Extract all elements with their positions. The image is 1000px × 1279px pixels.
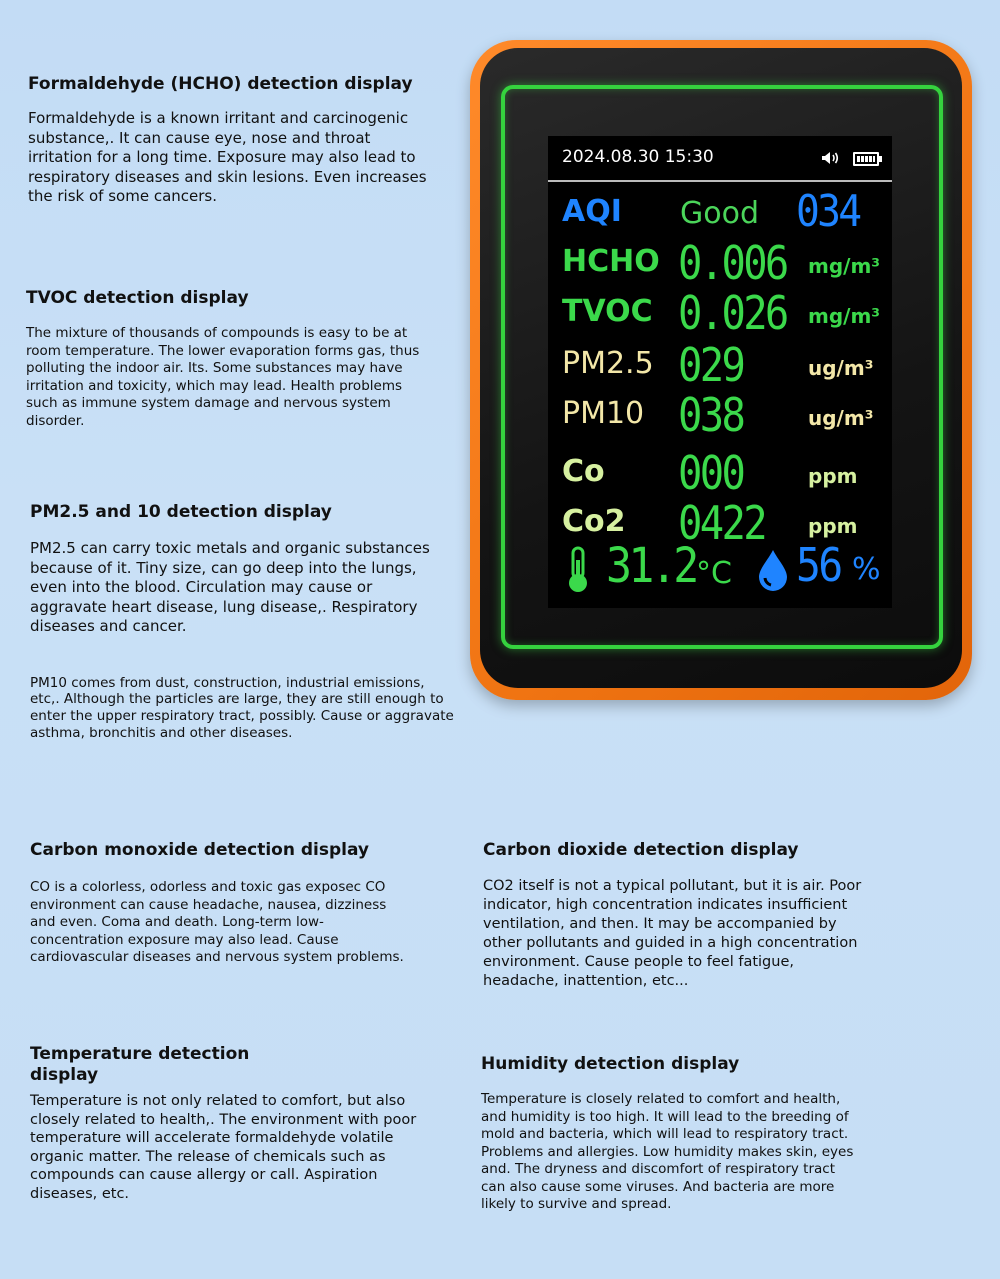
reading-value: 0.026 bbox=[678, 286, 787, 340]
reading-row-pm25 bbox=[548, 340, 892, 390]
climate-row bbox=[548, 540, 892, 600]
reading-label: TVOC bbox=[562, 294, 653, 329]
reading-row-tvoc bbox=[548, 288, 892, 338]
reading-unit: ppm bbox=[808, 464, 858, 488]
aqi-label: AQI bbox=[562, 194, 622, 229]
pm-section bbox=[30, 502, 454, 742]
pm-title: PM2.5 and 10 detection display bbox=[30, 502, 332, 522]
aqi-value: 034 bbox=[796, 186, 860, 237]
tvoc-body: The mixture of thousands of compounds is easy to be at room temperature. The lower evaporation forms gas, thus polluting the indoor air. Its. Some substances may have irritation and toxicity, which may lead. Health problems such as immune system damage and nervous system disorder. bbox=[26, 325, 420, 429]
reading-value: 029 bbox=[678, 338, 744, 392]
datetime-readout: 2024.08.30 15:30 bbox=[562, 147, 714, 167]
hcho-body: Formaldehyde is a known irritant and carcinogenic substance,. It can cause eye, nose and throat irritation for a long time. Exposure may also lead to respiratory diseases and skin lesions. Even increases the risk of some cancers. bbox=[28, 109, 427, 205]
temp-body: Temperature is not only related to comfort, but also closely related to health,. The environment with poor temperature will accelerate formaldehyde volatile organic matter. The release of chemicals such as compounds can cause allergy or call. Aspiration diseases, etc. bbox=[30, 1093, 417, 1202]
reading-value: 0422 bbox=[678, 496, 765, 550]
co-title: Carbon monoxide detection display bbox=[30, 840, 370, 860]
co2-body: CO2 itself is not a typical pollutant, but it is air. Poor indicator, high concentration indicates insufficient ventilation, and then. It may be accompanied by other pollutants and guided in a high concentration environment. Cause people to feel fatigue, headache, inattention, etc... bbox=[483, 878, 862, 989]
pm10-body: PM10 comes from dust, construction, industrial emissions, etc,. Although the particles are large, they are still enough to enter the upper respiratory tract, possibly. Cause or aggravate asthma, bronchitis and other diseases. bbox=[30, 674, 454, 741]
co2-section bbox=[483, 840, 883, 991]
thermometer-icon bbox=[564, 546, 592, 594]
device-screen bbox=[548, 136, 892, 608]
reading-value: 000 bbox=[678, 446, 744, 500]
humidity-title: Humidity detection display bbox=[481, 1054, 740, 1074]
aqi-status: Good bbox=[680, 196, 759, 231]
reading-value: 0.006 bbox=[678, 236, 787, 290]
reading-value: 038 bbox=[678, 388, 744, 442]
reading-label: Co2 bbox=[562, 504, 626, 539]
reading-unit: mg/m³ bbox=[808, 304, 881, 328]
temp-title: Temperature detection display bbox=[30, 1044, 250, 1085]
aqi-row bbox=[548, 188, 892, 238]
reading-unit: ug/m³ bbox=[808, 356, 874, 380]
status-bar bbox=[548, 136, 892, 182]
humidity-body: Temperature is closely related to comfort and health, and humidity is too high. It will lead to the breeding of mold and bacteria, which will lead to respiratory tract. Problems and allergies. Low humidity makes skin, eyes and. The dryness and discomfort of respiratory tract can also cause some viruses. And bacteria are more likely to survive and spread. bbox=[481, 1091, 854, 1212]
speaker-icon bbox=[821, 151, 839, 165]
reading-unit: mg/m³ bbox=[808, 254, 881, 278]
humidity-section bbox=[481, 1054, 881, 1214]
reading-row-pm10 bbox=[548, 390, 892, 440]
reading-label: HCHO bbox=[562, 244, 660, 279]
air-quality-monitor bbox=[470, 40, 972, 700]
battery-icon bbox=[853, 152, 879, 166]
co-body: CO is a colorless, odorless and toxic gas exposec CO environment can cause headache, nausea, dizziness and even. Coma and death. Long-term low-concentration exposure may also lead. Cause cardiovascular diseases and nervous system problems. bbox=[30, 879, 404, 965]
humidity-value: 56 bbox=[796, 538, 841, 592]
water-drop-icon bbox=[756, 548, 790, 592]
tvoc-section bbox=[26, 288, 436, 430]
reading-unit: ug/m³ bbox=[808, 406, 874, 430]
humidity-unit: % bbox=[852, 552, 881, 587]
reading-row-hcho bbox=[548, 238, 892, 288]
pm25-body: PM2.5 can carry toxic metals and organic substances because of it. Tiny size, can go deep into the lungs, even into the blood. Circulation may cause or aggravate heart disease, lung disease,. Respiratory diseases and cancer. bbox=[30, 539, 430, 635]
co2-title: Carbon dioxide detection display bbox=[483, 840, 799, 860]
temperature-value: 31.2 bbox=[606, 538, 696, 594]
hcho-section bbox=[28, 74, 448, 207]
reading-unit: ppm bbox=[808, 514, 858, 538]
reading-row-co bbox=[548, 448, 892, 498]
temperature-unit: °C bbox=[696, 556, 732, 591]
tvoc-title: TVOC detection display bbox=[26, 288, 249, 308]
temp-section bbox=[30, 1044, 430, 1204]
reading-label: Co bbox=[562, 454, 605, 489]
reading-label: PM10 bbox=[562, 396, 645, 431]
reading-label: PM2.5 bbox=[562, 346, 654, 381]
co-section bbox=[30, 840, 430, 967]
hcho-title: Formaldehyde (HCHO) detection display bbox=[28, 74, 413, 94]
